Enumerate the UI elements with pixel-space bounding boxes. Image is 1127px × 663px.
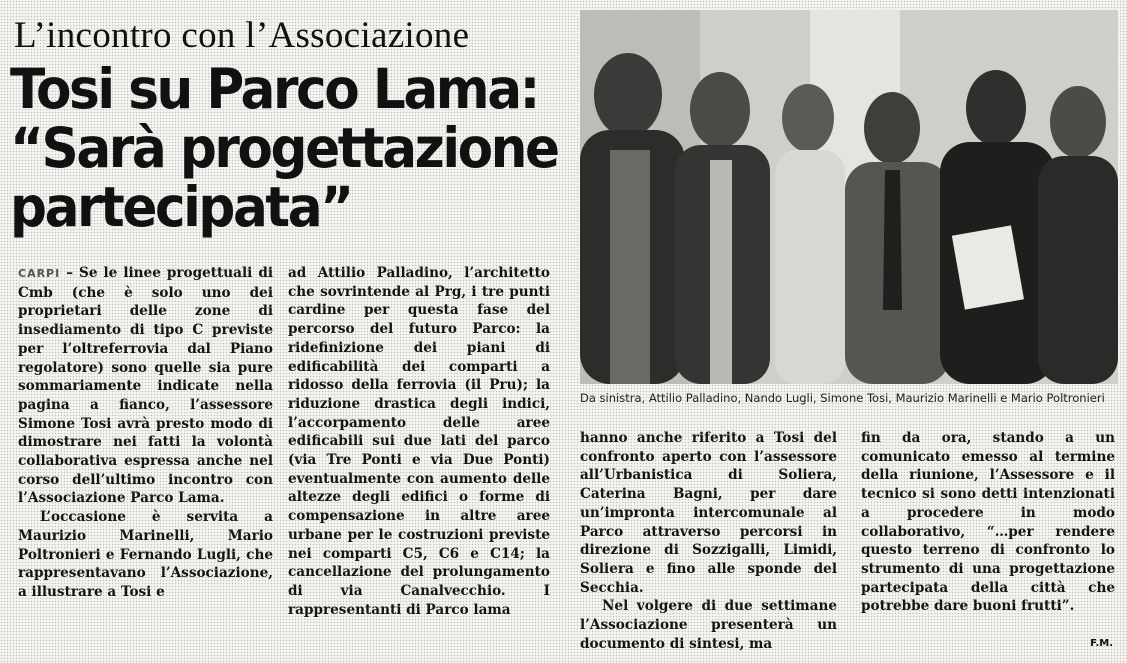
column-1-paragraph-1-text: – Se le linee progettuali di Cmb (che è solo uno dei proprietari delle zone di insediamento di tipo C previste per l’oltreferrovia dal Piano regolatore) sono quelle sia pure sommariamente indicate nella pagina a fianco, l’assessore Simone Tosi avrà presto modo di dimostrare nei fatti la volontà collaborativa espressa anche nel corso dell’ultimo incontro con l’Associazione Parco Lama.	[18, 265, 273, 507]
article-column-1	[18, 264, 273, 602]
column-3-paragraph-1: hanno anche riferito a Tosi del confronto aperto con l’assessore all’Urbanistica di Soliera, Caterina Bagni, per dare un’impronta intercomunale al Parco attraverso percorsi in direzione di Sozzigalli, Limidi, Soliera e fino alle sponde del Secchia.	[580, 430, 837, 596]
article-photo	[580, 10, 1118, 384]
headline-line-3: partecipata”	[10, 175, 352, 239]
article-column-4	[861, 429, 1115, 616]
photo-caption: Da sinistra, Attilio Palladino, Nando Lugli, Simone Tosi, Maurizio Marinelli e Mario Poltronieri	[580, 391, 1105, 405]
article-kicker: L’incontro con l’Associazione	[14, 15, 470, 56]
article-column-3	[580, 429, 837, 653]
dateline: CARPI	[18, 267, 61, 280]
column-1-paragraph-1	[18, 264, 273, 508]
group-photo-illustration	[580, 10, 1118, 384]
headline-line-1: Tosi su Parco Lama:	[10, 57, 538, 121]
column-2-paragraph: ad Attilio Palladino, l’architetto che sovrintende al Prg, i tre punti cardine per questa fase del percorso del futuro Parco: la ridefinizione dei piani di edificabilità dei comparti a ridosso della ferrovia (il Pru); la riduzione drastica degli indici, l’accorpamento delle aree edificabili sui due lati del parco (via Tre Ponti e via Due Ponti) eventualmente con aumento delle altezze degli edifici o forme di compensazione in altre aree urbane per le costruzioni previste nei comparti C5, C6 e C14; la cancellazione del prolungamento di via Canalvecchio. I rappresentanti di Parco lama	[288, 265, 550, 618]
column-3-paragraph-2: Nel volgere di due settimane l’Associazione presenterà un documento di sintesi, ma	[580, 598, 837, 652]
column-4-paragraph: fin da ora, stando a un comunicato emesso al termine della riunione, l’Assessore e il tecnico si sono detti intenzionati a procedere in modo collaborativo, “…per rendere questo terreno di confronto lo strumento di una progettazione partecipata della città che potrebbe dare buoni frutti”.	[861, 430, 1115, 615]
article-column-2	[288, 264, 550, 619]
author-signature: F.M.	[1090, 638, 1113, 649]
article-headline	[10, 57, 558, 239]
headline-line-2: “Sarà progettazione	[10, 116, 558, 180]
column-1-paragraph-2: L’occasione è servita a Maurizio Marinelli, Mario Poltronieri e Fernando Lugli, che rappresentavano l’Associazione, a illustrare a Tosi e	[18, 509, 273, 600]
